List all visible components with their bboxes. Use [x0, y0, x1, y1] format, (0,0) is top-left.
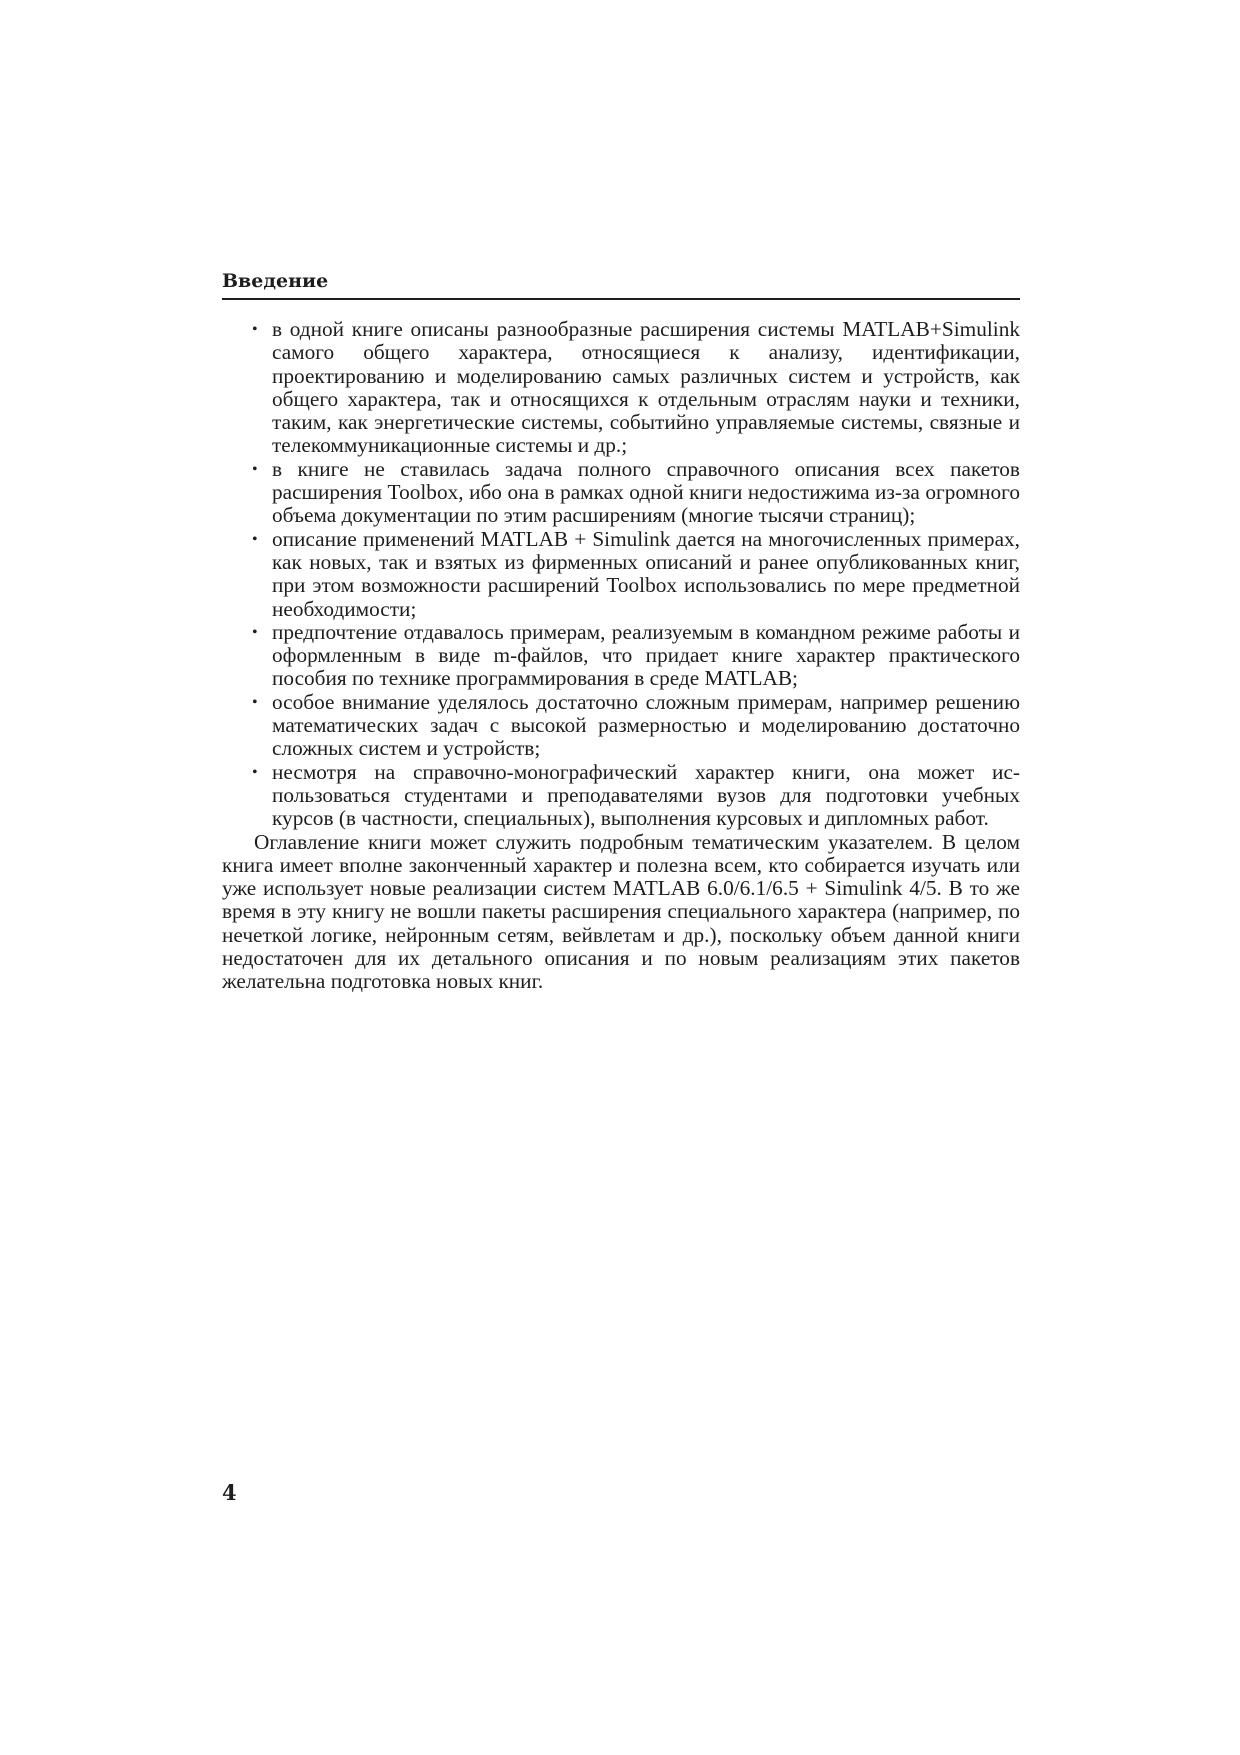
list-item-text: в книге не ставилась задача полного справочного описания всех пакетов расширения Toolbox, ибо она в рамках одной книги недостижима из-за огромного объема документации по этим расширениям (многие тысячи страниц);: [272, 456, 1020, 528]
list-item-text: в одной книге описаны разнообразные расширения системы MATLAB+Simulink самого общего характера, относящиеся к анализу, идентификации, проектированию и моделированию самых различных систем и устройств, как общего характера, так и относящихся к отдельным отраслям науки и техники, таким, как энергетические системы, событийно управляемые системы, связные и телекоммуникационные системы и др.;: [272, 317, 1020, 458]
bullet-marker: •: [252, 460, 258, 478]
list-item-text: несмотря на справочно-монографический характер книги, она может использоваться студентами и преподавателями вузов для подготовки учебных курсов (в частности, специальных), выполнения курсовых и дипломных работ.: [272, 759, 1020, 831]
running-head-title: Введение: [222, 270, 329, 292]
list-item: [222, 621, 1020, 691]
page-number: 4: [222, 1480, 237, 1505]
list-item-text: особое внимание уделялось достаточно сложным примерам, например решению математических задач с высокой размерностью и моделированию достаточно сложных систем и устройств;: [272, 689, 1020, 761]
bullet-list: [222, 318, 1020, 831]
list-item: [222, 691, 1020, 761]
bullet-marker: •: [252, 693, 258, 711]
list-item: [222, 528, 1020, 621]
bullet-marker: •: [252, 623, 258, 641]
page-body: [222, 318, 1020, 994]
list-item: [222, 458, 1020, 528]
list-item: [222, 318, 1020, 458]
bullet-marker: •: [252, 530, 258, 548]
bullet-marker: •: [252, 321, 258, 338]
list-item-text: предпочтение отдавалось примерам, реализуемым в командном режиме работы и оформленным в виде m-файлов, что придает книге характер практического пособия по технике программирования в среде MATLAB;: [272, 619, 1020, 691]
list-item: [222, 761, 1020, 831]
bullet-marker: •: [252, 763, 258, 781]
running-header: [222, 268, 1020, 300]
body-paragraph: Оглавление книги может служить подробным тематическим указателем. В целом книга имеет вполне законченный характер и полезна всем, кто собирается изучать или уже использует новые реализации систем MATLAB 6.0/6.1/6.5 + Simulink 4/5. В то же время в эту книгу не вошли пакеты расширения специального характера (например, по нечеткой логике, нейронным сетям, вейвлетам и др.), поскольку объем данной книги недостаточен для их детального описания и по новым реализациям этих пакетов желательна подготовка новых книг.: [222, 829, 1020, 994]
list-item-text: описание применений MATLAB + Simulink дается на многочисленных примерах, как новых, так и взятых из фирменных описаний и ранее опубликованных книг, при этом возможности расширений Toolbox использовались по мере предметной необходимости;: [272, 526, 1020, 621]
